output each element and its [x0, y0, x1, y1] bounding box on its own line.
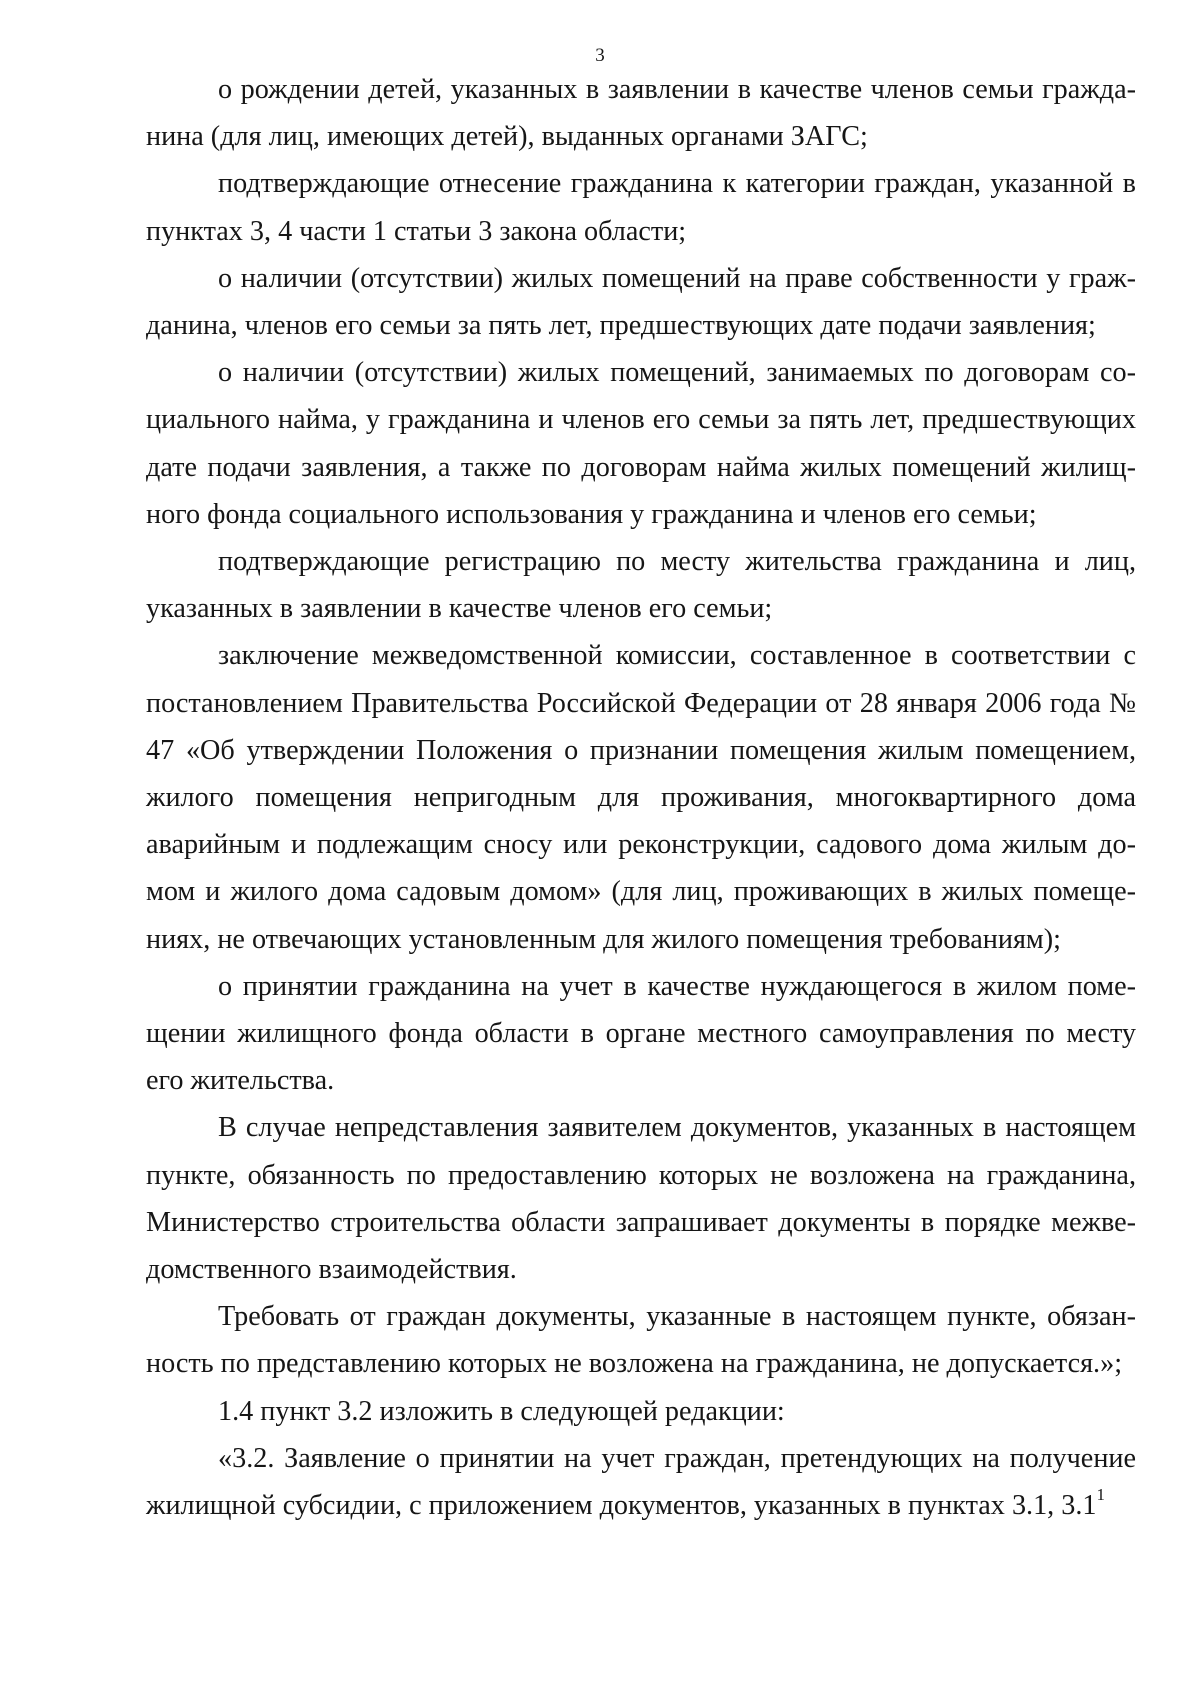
superscript-marker: 1 [1096, 1485, 1106, 1505]
page-number: 3 [595, 45, 605, 66]
paragraph-amendment-heading [146, 1388, 1136, 1435]
paragraph-text: «3.2. Заявление о принятии на учет граждан, претендующих на получение жилищной субсидии, с приложением документов, указанных в пунктах 3.1, 3.1 [146, 1442, 1136, 1522]
paragraph-text: о рождении детей, указанных в заявлении в качестве членов семьи гражданина (для лиц, имеющих детей), выданных органами ЗАГС; [146, 74, 1136, 153]
paragraph-text: В случае непредставления заявителем документов, указанных в настоящем пункте, обязанность по предоставлению которых не возложена на гражданина, Министерство строительства области запрашивает документы в порядке межведомственного взаимодействия. [146, 1112, 1136, 1286]
paragraph-text: Требовать от граждан документы, указанные в настоящем пункте, обязанность по представлению которых не возложена на гражданина, не допускается.»; [146, 1301, 1136, 1380]
paragraph-prohibition [146, 1293, 1136, 1387]
paragraph-text: о наличии (отсутствии) жилых помещений, занимаемых по договорам социального найма, у гражданина и членов его семьи за пять лет, предшествующих дате подачи заявления, а также по договорам найма жилых помещений жилищного фонда социального использования у гражданина и членов его семьи; [146, 357, 1136, 530]
document-body [146, 66, 1136, 1529]
paragraph-registration [146, 538, 1136, 632]
paragraph-interagency-request [146, 1104, 1136, 1293]
paragraph-text: подтверждающие отнесение гражданина к категории граждан, указанной в пунктах 3, 4 части 1 статьи 3 закона области; [146, 168, 1136, 247]
paragraph-text: заключение межведомственной комиссии, составленное в соответствии с постановлением Правительства Российской Федерации от 28 января 2006 года № 47 «Об утверждении Положения о признании помещения жилым помещением, жилого помещения непригодным для проживания, многоквартирного дома аварийным и подлежащим сносу или реконструкции, садового дома жилым домом и жилого дома садовым домом» (для лиц, проживающих в жилых помещениях, не отвечающих установленным для жилого помещения требованиям); [146, 640, 1136, 955]
paragraph-text: о принятии гражданина на учет в качестве нуждающегося в жилом помещении жилищного фонда области в органе местного самоуправления по месту его жительства. [146, 970, 1136, 1097]
paragraph-commission-conclusion [146, 632, 1136, 962]
paragraph-text: подтверждающие регистрацию по месту жительства гражданина и лиц, указанных в заявлении в качестве членов его семьи; [146, 546, 1136, 625]
paragraph-text: 1.4 пункт 3.2 изложить в следующей редакции: [218, 1395, 785, 1427]
paragraph-clause-3-2 [146, 1435, 1136, 1529]
paragraph-birth-certificates [146, 66, 1136, 160]
paragraph-ownership [146, 255, 1136, 349]
paragraph-social-rent [146, 349, 1136, 538]
paragraph-registration-decision [146, 963, 1136, 1105]
paragraph-category-confirmation [146, 160, 1136, 254]
paragraph-text: о наличии (отсутствии) жилых помещений на праве собственности у гражданина, членов его семьи за пять лет, предшествующих дате подачи заявления; [146, 262, 1136, 342]
